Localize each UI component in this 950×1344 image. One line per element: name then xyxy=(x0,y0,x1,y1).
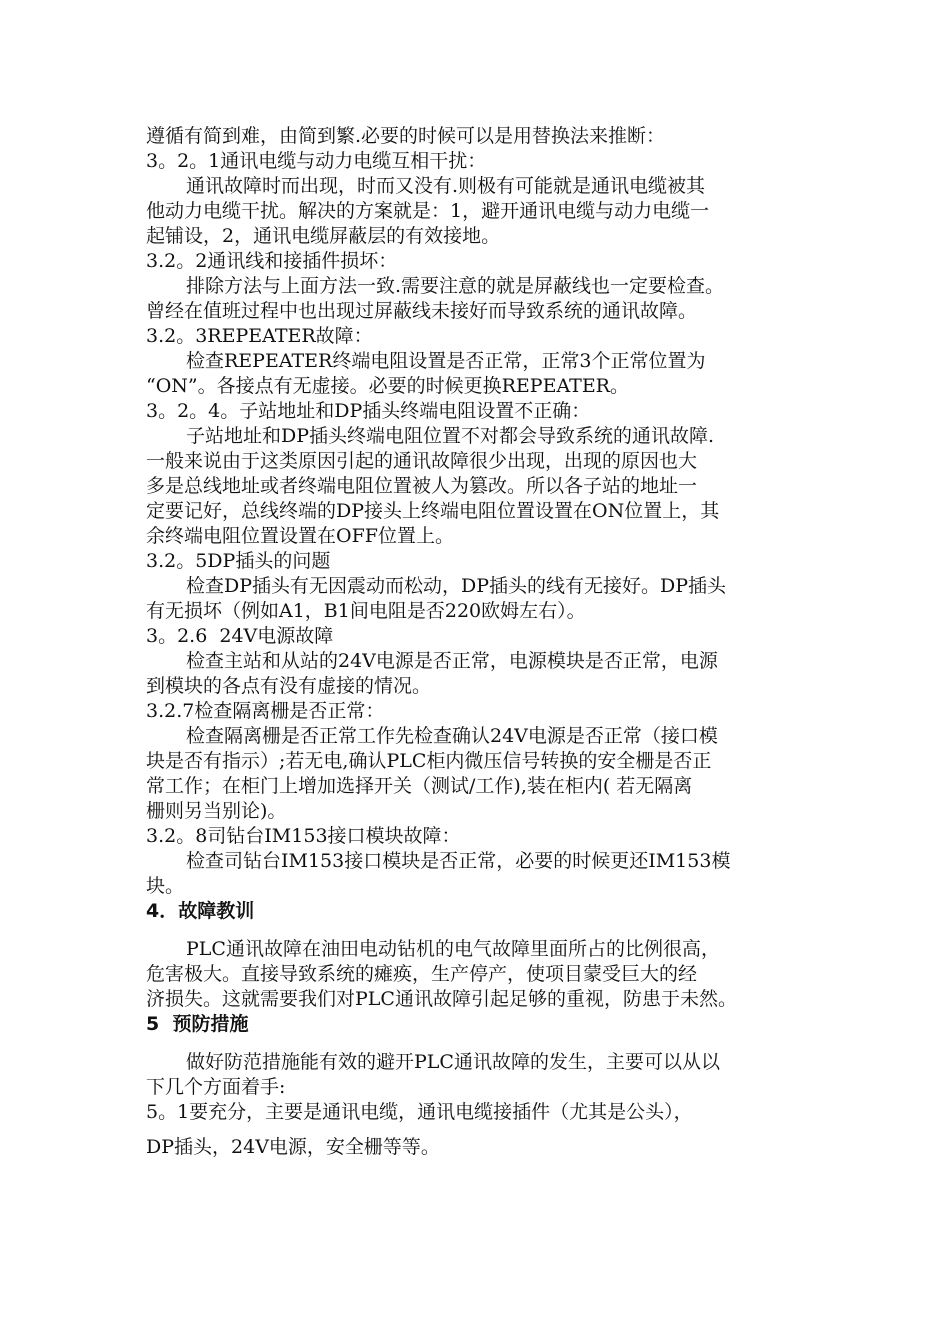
section-heading-4: 4．故障教训 xyxy=(146,900,255,922)
paragraph-line: 一般来说由于这类原因引起的通讯故障很少出现，出现的原因也大 xyxy=(146,450,698,472)
section-heading-5: 5 预防措施 xyxy=(146,1013,249,1035)
section-heading-3-2-7: 3.2.7检查隔离栅是否正常： xyxy=(146,700,385,722)
paragraph-line: PLC通讯故障在油田电动钻机的电气故障里面所占的比例很高， xyxy=(186,938,720,960)
paragraph-line: 检查主站和从站的24V电源是否正常，电源模块是否正常，电源 xyxy=(186,650,718,672)
paragraph-line: 检查隔离栅是否正常工作先检查确认24V电源是否正常（接口模 xyxy=(186,725,718,747)
paragraph-line: 遵循有简到难，由简到繁.必要的时候可以是用替换法来推断： xyxy=(146,125,666,147)
paragraph-line: 到模块的各点有没有虚接的情况。 xyxy=(146,675,432,697)
paragraph-line: 检查司钻台IM153接口模块是否正常，必要的时候更还IM153模 xyxy=(186,850,731,872)
paragraph-line: DP插头，24V电源，安全栅等等。 xyxy=(146,1136,440,1158)
paragraph-line: 块是否有指示）;若无电,确认PLC柜内微压信号转换的安全栅是否正 xyxy=(146,750,712,772)
paragraph-line: 危害极大。直接导致系统的瘫痪，生产停产，使项目蒙受巨大的经 xyxy=(146,963,698,985)
paragraph-line: 子站地址和DP插头终端电阻位置不对都会导致系统的通讯故障. xyxy=(186,425,715,447)
section-heading-3-2-4: 3。2。4。子站地址和DP插头终端电阻设置不正确： xyxy=(146,400,591,422)
section-heading-5-1: 5。1要充分，主要是通讯电缆，通讯电缆接插件（尤其是公头）， xyxy=(146,1101,693,1123)
section-heading-3-2-3: 3.2。3REPEATER故障： xyxy=(146,325,373,347)
section-heading-3-2-1: 3。2。1通讯电缆与动力电缆互相干扰： xyxy=(146,150,487,172)
paragraph-line: 济损失。这就需要我们对PLC通讯故障引起足够的重视，防患于未然。 xyxy=(146,988,737,1010)
paragraph-line: 他动力电缆干扰。解决的方案就是：1，避开通讯电缆与动力电缆一 xyxy=(146,200,710,222)
section-heading-3-2-8: 3.2。8司钻台IM153接口模块故障： xyxy=(146,825,461,847)
paragraph-line: 下几个方面着手: xyxy=(146,1076,286,1098)
paragraph-line: 多是总线地址或者终端电阻位置被人为篡改。所以各子站的地址一 xyxy=(146,475,698,497)
section-heading-3-2-6: 3。2.6 24V电源故障 xyxy=(146,625,334,647)
paragraph-line: 检查REPEATER终端电阻设置是否正常，正常3个正常位置为 xyxy=(186,350,706,372)
section-heading-3-2-5: 3.2。5DP插头的问题 xyxy=(146,550,331,572)
paragraph-line: 定要记好，总线终端的DP接头上终端电阻位置设置在ON位置上，其 xyxy=(146,500,720,522)
paragraph-line: 检查DP插头有无因震动而松动，DP插头的线有无接好。DP插头 xyxy=(186,575,727,597)
paragraph-line: “ON”。各接点有无虚接。必要的时候更换REPEATER。 xyxy=(146,375,629,397)
paragraph-line: 余终端电阻位置设置在OFF位置上。 xyxy=(146,525,454,547)
paragraph-line: 起铺设，2，通讯电缆屏蔽层的有效接地。 xyxy=(146,225,501,247)
paragraph-line: 做好防范措施能有效的避开PLC通讯故障的发生，主要可以从以 xyxy=(186,1051,720,1073)
paragraph-line: 排除方法与上面方法一致.需要注意的就是屏蔽线也一定要检查。 xyxy=(186,275,725,297)
paragraph-line: 曾经在值班过程中也出现过屏蔽线未接好而导致系统的通讯故障。 xyxy=(146,300,698,322)
paragraph-line: 有无损坏（例如A1，B1间电阻是否220欧姆左右）。 xyxy=(146,600,586,622)
paragraph-line: 块。 xyxy=(146,875,185,897)
paragraph-line: 常工作；在柜门上增加选择开关（测试/工作),装在柜内( 若无隔离 xyxy=(146,775,693,797)
section-heading-3-2-2: 3.2。2通讯线和接插件损坏： xyxy=(146,250,398,272)
paragraph-line: 栅则另当别论)。 xyxy=(146,800,287,822)
paragraph-line: 通讯故障时而出现，时而又没有.则极有可能就是通讯电缆被其 xyxy=(186,175,706,197)
